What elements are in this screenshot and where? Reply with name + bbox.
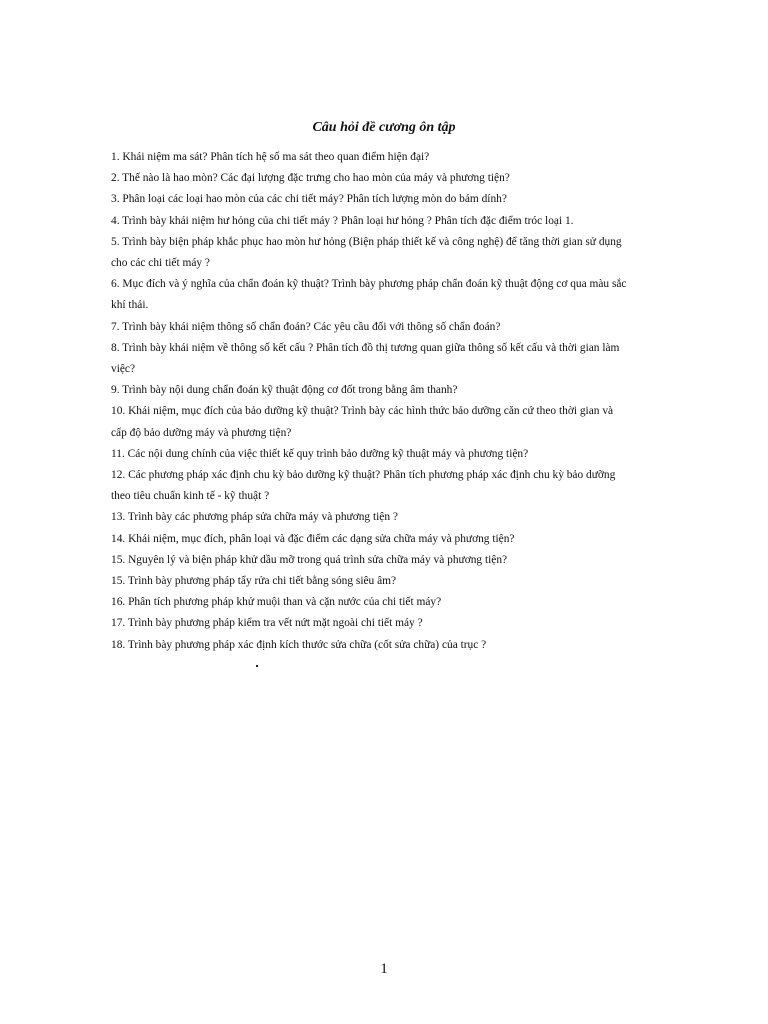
- question-item: 7. Trình bày khái niệm thông số chẩn đoán? Các yêu cầu đối với thông số chẩn đoán?: [111, 320, 501, 333]
- question-item: 15. Nguyên lý và biện pháp khử dầu mỡ trong quá trình sửa chữa máy và phương tiện?: [111, 553, 508, 566]
- question-item: 12. Các phương pháp xác định chu kỳ bảo dưỡng kỹ thuật? Phân tích phương pháp xác định chu kỳ bảo dưỡng theo tiêu chuẩn kinh tế - kỹ thuật ?: [111, 469, 616, 503]
- question-item: 16. Phân tích phương pháp khử muội than và cặn nước của chi tiết máy?: [111, 596, 442, 609]
- question-item: 13. Trình bày các phương pháp sửa chữa máy và phương tiện ?: [111, 511, 398, 524]
- question-item: 14. Khái niệm, mục đích, phân loại và đặc điểm các dạng sửa chữa máy và phương tiện?: [111, 532, 515, 545]
- question-item: 15. Trình bày phương pháp tẩy rửa chi tiết bằng sóng siêu âm?: [111, 575, 397, 588]
- question-list: [111, 147, 631, 656]
- document-title: Câu hỏi đề cương ôn tập: [312, 120, 456, 135]
- question-item: 2. Thế nào là hao mòn? Các đại lượng đặc trưng cho hao mòn của máy và phương tiện?: [111, 172, 510, 185]
- question-item: 6. Mục đích và ý nghĩa của chẩn đoán kỹ thuật? Trình bày phương pháp chẩn đoán kỹ thuật động cơ qua màu sắc khí thải.: [111, 278, 627, 312]
- question-item: 3. Phân loại các loại hao mòn của các chi tiết máy? Phân tích lượng mòn do bám dính?: [111, 193, 507, 206]
- question-item: 5. Trình bày biện pháp khắc phục hao mòn hư hỏng (Biện pháp thiết kế và công nghệ) để tăng thời gian sử dụng cho các chi tiết máy ?: [111, 235, 622, 270]
- question-item: 18. Trình bày phương pháp xác định kích thước sửa chữa (cốt sửa chữa) của trục ?: [111, 638, 487, 651]
- page-number: 1: [380, 961, 388, 977]
- ink-dot: [256, 665, 258, 667]
- question-item: 11. Các nội dung chính của việc thiết kế quy trình bảo dưỡng kỹ thuật máy và phương tiện?: [111, 447, 529, 460]
- question-item: 17. Trình bày phương pháp kiểm tra vết nứt mặt ngoài chi tiết máy ?: [111, 617, 423, 630]
- question-item: 8. Trình bày khái niệm về thông số kết cấu ? Phân tích đồ thị tương quan giữa thông số kết cấu và thời gian làm việc?: [111, 341, 620, 376]
- question-item: 9. Trình bày nội dung chẩn đoán kỹ thuật động cơ đốt trong bằng âm thanh?: [111, 384, 458, 397]
- question-item: 4. Trình bày khái niệm hư hỏng của chi tiết máy ? Phân loại hư hỏng ? Phân tích đặc điểm tróc loại 1.: [111, 214, 574, 227]
- question-item: 1. Khái niệm ma sát? Phân tích hệ số ma sát theo quan điểm hiện đại?: [111, 151, 430, 163]
- question-item: 10. Khái niệm, mục đích của bảo dưỡng kỹ thuật? Trình bày các hình thức bảo dưỡng căn cứ theo thời gian và cấp độ bảo dưỡng máy và phương tiện?: [111, 405, 614, 439]
